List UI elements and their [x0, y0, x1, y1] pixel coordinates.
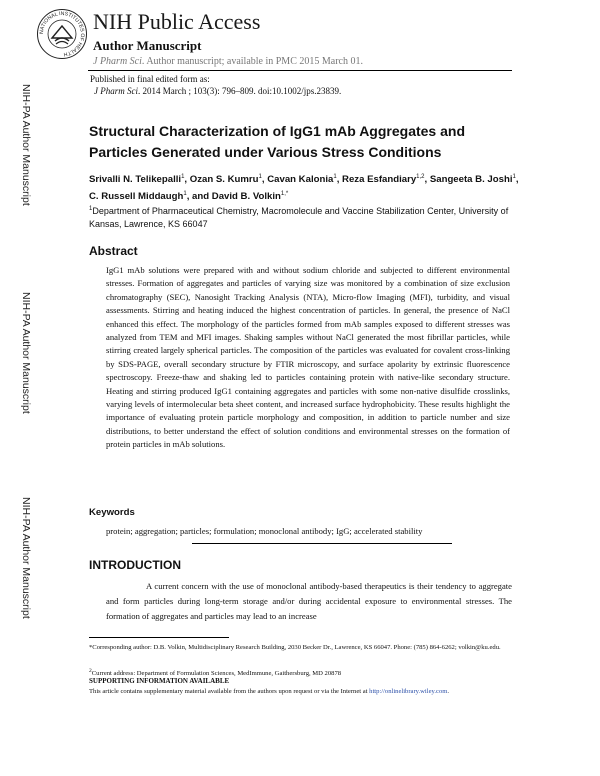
author-affiliation-mark: 1	[333, 174, 337, 180]
citation-journal: J Pharm Sci	[94, 86, 138, 96]
introduction-text: A current concern with the use of monoclonal antibody-based therapeutics is their tendency to aggregate and form particles during long-term storage and/or during accidental exposure to environmental stresses. The formation of aggregates and particles may lead to an increase	[106, 581, 512, 621]
supporting-info-heading: SUPPORTING INFORMATION AVAILABLE	[89, 677, 230, 685]
availability-text: . Author manuscript; available in PMC 2015 March 01.	[141, 56, 363, 67]
manuscript-availability-note	[93, 56, 363, 68]
current-address-mark: 2	[89, 668, 92, 674]
svg-text:NATIONAL INSTITUTES OF HEALTH: NATIONAL INSTITUTES OF HEALTH	[38, 10, 86, 57]
citation-details: . 2014 March ; 103(3): 796–809. doi:10.1002/jps.23839.	[138, 86, 342, 96]
article-title	[89, 121, 529, 163]
title-line-2: Particles Generated under Various Stress Conditions	[89, 144, 442, 160]
author-affiliation-mark: 1,*	[280, 191, 289, 198]
author-name: Reza Esfandiary	[342, 174, 417, 186]
side-label-top: NIH-PA Author Manuscript	[20, 84, 32, 206]
nih-public-access-title: NIH Public Access	[93, 9, 261, 34]
keywords-divider	[192, 543, 452, 544]
author-name: Sangeeta B. Joshi	[429, 174, 513, 186]
side-label-middle: NIH-PA Author Manuscript	[20, 292, 32, 414]
keywords-text: protein; aggregation; particles; formulation; monoclonal antibody; IgG; accelerated stability	[106, 526, 423, 536]
author-manuscript-label: Author Manuscript	[93, 38, 202, 53]
author-affiliation-mark: 1,2	[416, 174, 425, 180]
journal-name: J Pharm Sci	[93, 56, 142, 67]
author-name: Cavan Kalonia	[267, 174, 334, 186]
author-name: Ozan S. Kumru	[189, 174, 259, 186]
author-affiliation-mark: 1	[258, 174, 262, 180]
author-list: Srivalli N. Telikepalli$^1$, Ozan S. Kumru$^1$, Cavan Kalonia$^1$, Reza Esfandiary$^{1,2}$, Sangeeta B. Joshi$^1$, C. Russell Middaugh$^1$, and David B. Volkin$^{1,*}$	[89, 174, 519, 203]
title-line-1: Structural Characterization of IgG1 mAb Aggregates and	[89, 123, 465, 139]
author-affiliation-mark: 1	[183, 191, 187, 198]
author-name: Srivalli N. Telikepalli	[89, 174, 182, 186]
keywords-heading: Keywords	[89, 507, 135, 518]
header-divider	[88, 70, 512, 71]
author-affiliation-mark: 1	[512, 174, 516, 180]
footnote-divider	[89, 637, 229, 638]
introduction-heading: INTRODUCTION	[89, 558, 181, 572]
citation	[94, 85, 341, 97]
abstract-text: IgG1 mAb solutions were prepared with and without sodium chloride and subjected to different environmental stresses. Formation of aggregates and particles of varying size was monitored by a combination of size exclusion chromatography (SEC), Nanosight Tracking Analysis (NTA), Micro-flow Imaging (MFI), turbidity, and visual assessments. Stirring and heating induced the highest concentration of particles. In general, the presence of NaCl enhanced this effect. The morphology of the particles formed from mAb samples exposed to different stresses was analyzed from TEM and MFI images. Shaking samples without NaCl generated the most fibrillar particles, while stirring created largely spherical particles. The composition of the particles was evaluated for covalent cross-linking by SDS-PAGE, overall secondary structure by FTIR microscopy, and surface apolarity by extrinsic fluorescence spectroscopy. Freeze-thaw and shaking led to particles containing protein with native-like secondary structure. Heating and stirring produced IgG1 containing aggregates and particles with some non-native disulfide crosslinks, varying levels of intermolecular beta sheet content, and increased surface hydrophobicity. These results highlight the importance of evaluating protein particle morphology and composition, in addition to particle number and size distributions, to better understand the effect of solution conditions and environmental stresses on the formation of protein particles in mAb solutions.	[106, 265, 510, 450]
author-affiliation-mark: 1	[181, 174, 185, 180]
nih-seal-logo	[36, 8, 88, 60]
author-name: C. Russell Middaugh	[89, 191, 184, 203]
author-name: David B. Volkin	[211, 191, 281, 203]
affiliation-mark: 1	[89, 206, 93, 212]
side-label-bottom: NIH-PA Author Manuscript	[20, 497, 32, 619]
current-address-text: Current address: Department of Formulation Sciences, MedImmune, Gaithersburg, MD 20878	[91, 670, 342, 678]
abstract-heading: Abstract	[89, 244, 138, 258]
affiliation-text: Department of Pharmaceutical Chemistry, Macromolecule and Vaccine Stabilization Center, University of Kansas, Lawrence, KS 66047	[89, 206, 509, 229]
supporting-info-link[interactable]: http://onlinelibrary.wiley.com	[369, 688, 448, 695]
supporting-info-text: This article contains supplementary material available from the authors upon request or via the Internet at http://onlinelibrary.wiley.com.	[89, 688, 450, 695]
affiliation	[89, 203, 519, 231]
published-line: Published in final edited form as:	[90, 74, 210, 84]
corresponding-author-footnote: *Corresponding author: D.B. Volkin, Multidisciplinary Research Building, 2030 Becker Dr., Lawrence, KS 66047. Phone: (785) 864-6262; volkin@ku.edu.	[89, 644, 501, 651]
